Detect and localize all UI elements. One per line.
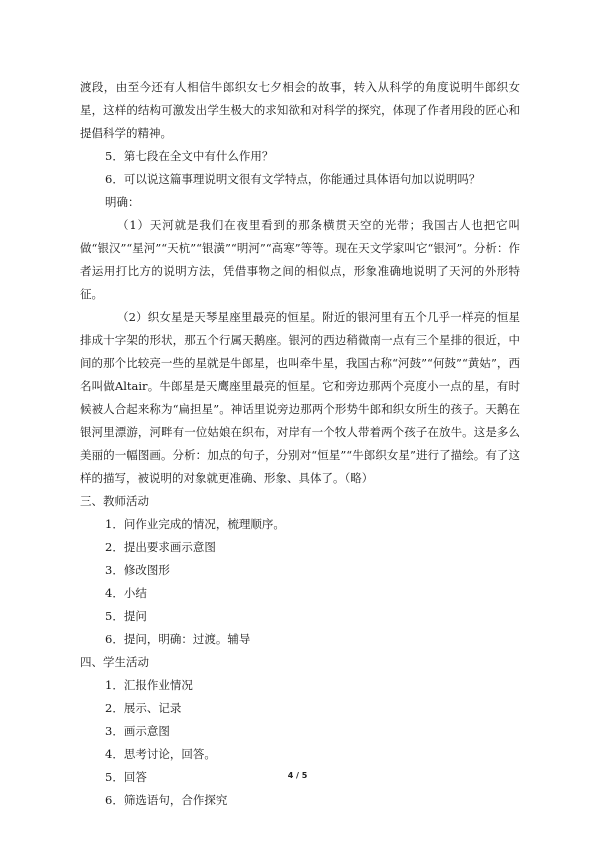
student-activity-list <box>80 674 520 812</box>
section-heading-student-activity: 四、学生活动 <box>80 655 149 669</box>
answer-point-1: （1）天河就是我们在夜里看到的那条横贯天空的光带；我国古人也把它叫做“银汉”“星河”“天杭”“银潢”“明河”“高寒”等等。现在天文学家叫它“银河”。分析：作者运用打比方的说明方法，凭借事物之间的相似点，形象准确地说明了天河的外形特征。 <box>80 218 520 301</box>
document-body <box>80 76 520 812</box>
list-item: 4．思考讨论，回答。 <box>105 747 216 761</box>
list-item: 1．汇报作业情况 <box>105 678 193 692</box>
question-5: 5．第七段在全文中有什么作用？ <box>105 149 274 163</box>
list-item: 6．提问，明确：过渡。辅导 <box>105 632 251 646</box>
answer-point-2: （2）织女星是天琴星座里最亮的恒星。附近的银河里有五个几乎一样亮的恒星排成十字架的形状，那五个行属天鹅座。银河的西边稍微南一点有三个星排的很近，中间的那个比较亮一些的星就是牛郎星，也叫牵牛星，我国古称“河鼓”“何鼓”“黄姑”，西名叫做Altair。牛郎星是天鹰座里最亮的恒星。它和旁边那两个亮度小一点的星，有时候被人合起来称为“扁担星”。神话里说旁边那两个形势牛郎和织女所生的孩子。天鹅在银河里漂游，河畔有一位姑娘在织布，对岸有一个牧人带着两个孩子在放牛。这是多么美丽的一幅图画。分析：加点的句子，分别对“恒星”“牛郎织女星”进行了描绘。有了这样的描写，被说明的对象就更准确、形象、具体了。（略） <box>80 310 520 485</box>
list-item: 2．展示、记录 <box>105 701 182 715</box>
question-6: 6．可以说这篇事理说明文很有文学特点，你能通过具体语句加以说明吗？ <box>105 172 481 186</box>
list-item: 4．小结 <box>105 586 147 600</box>
list-item: 2．提出要求画示意图 <box>105 540 216 554</box>
list-item: 3．修改图形 <box>105 563 170 577</box>
page-number: 4 / 5 <box>287 771 308 780</box>
list-item: 5．提问 <box>105 609 147 623</box>
teacher-activity-list <box>80 513 520 651</box>
list-item: 3．画示意图 <box>105 724 170 738</box>
list-item: 1．问作业完成的情况，梳理顺序。 <box>105 517 285 531</box>
paragraph-continuation: 渡段，由至今还有人相信牛郎织女七夕相会的故事，转入从科学的角度说明牛郎织女星，这样的结构可激发出学生极大的求知欲和对科学的探究，体现了作者用段的匠心和提倡科学的精神。 <box>80 80 520 140</box>
list-item: 6．筛选语句，合作探究 <box>105 793 228 807</box>
answer-label: 明确： <box>105 195 140 209</box>
list-item: 5．回答 <box>105 770 147 784</box>
section-heading-teacher-activity: 三、教师活动 <box>80 494 149 508</box>
